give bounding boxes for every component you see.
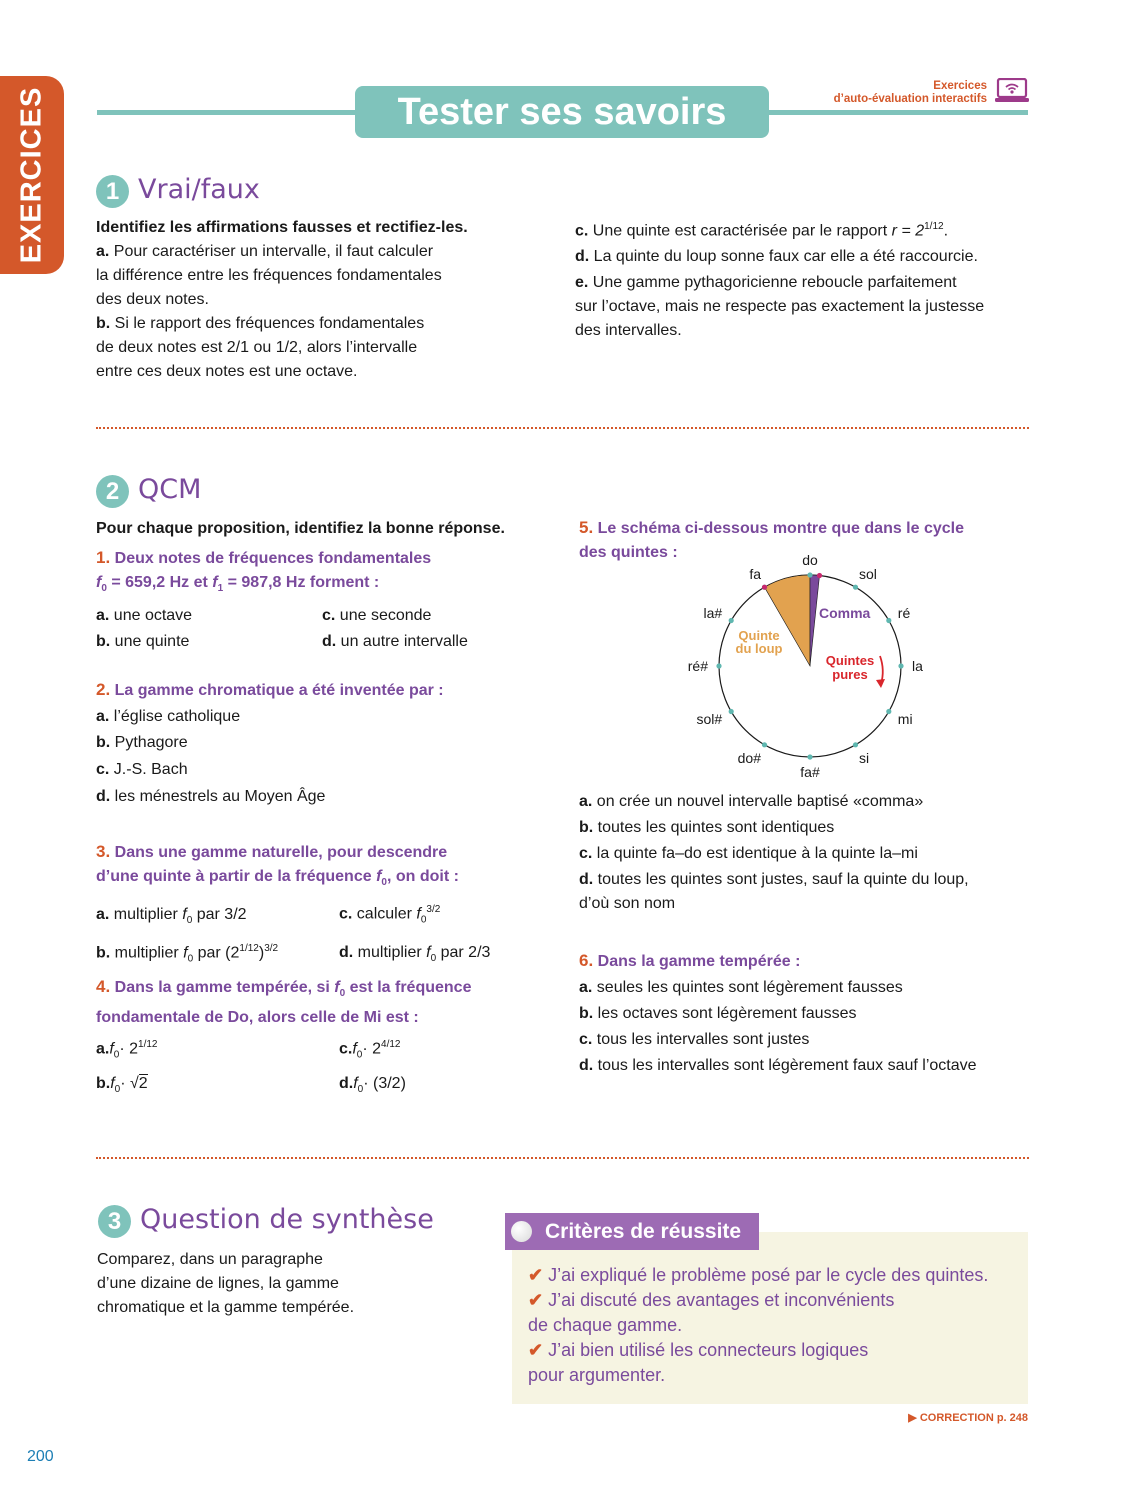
q3-d-f: f <box>426 944 431 962</box>
check-icon: ✔ <box>528 1290 544 1310</box>
q3-option-d[interactable] <box>339 941 490 971</box>
cycle-of-fifths-diagram <box>680 552 960 782</box>
q3-b-exp1: 1/12 <box>239 942 259 954</box>
s1-b-line2: de deux notes est 2/1 ou 1/2, alors l’intervalle <box>96 339 418 356</box>
note-label-do: do <box>802 552 818 568</box>
q2-option-b[interactable] <box>96 731 566 755</box>
q1-option-b[interactable] <box>96 630 322 654</box>
q4-c-f: f <box>352 1040 357 1058</box>
q1-d-label: d. <box>322 633 337 651</box>
side-tab-label: EXERCICES <box>15 86 48 264</box>
q3-b-end2: ) <box>258 944 265 962</box>
q4-f: f <box>334 979 340 996</box>
s2-instruction: Pour chaque proposition, identifiez la bonne réponse. <box>96 520 505 537</box>
q4-a-exp: 1/12 <box>138 1039 158 1051</box>
q2-num: 2. <box>96 680 111 699</box>
q3-f-sub: 0 <box>381 877 387 889</box>
criterion-3-text-2: pour argumenter. <box>528 1365 666 1385</box>
q1-row-1 <box>96 604 566 628</box>
triangle-right-icon: ▶ <box>908 1412 917 1424</box>
note-label-la#: la# <box>703 605 723 621</box>
pure-arrow-head <box>876 679 885 688</box>
note-label-la: la <box>912 658 923 674</box>
q3-b-end: par (2 <box>193 944 240 962</box>
s1-e-line1: Une gamme pythagoricienne reboucle parfaitement <box>592 274 957 292</box>
note-dot-do <box>807 572 812 577</box>
q6 <box>579 949 1029 1078</box>
note-label-sol: sol <box>859 566 877 583</box>
q3-stem-2 <box>96 865 566 895</box>
s1-e-line2: sur l’octave, mais ne respecte pas exactement la justesse <box>575 298 985 316</box>
note-label-do#: do# <box>737 749 761 766</box>
q3-b-label: b. <box>96 944 111 962</box>
q3-option-b[interactable] <box>96 937 339 972</box>
q3-c-text: calculer <box>356 905 417 923</box>
note-dot-mi <box>886 709 891 714</box>
q1-stem-2 <box>96 571 566 601</box>
q1-f0-sub: 0 <box>101 583 107 595</box>
q4-b-sqrt: √ <box>130 1074 139 1092</box>
q5-b-label: b. <box>579 819 594 836</box>
q3-b-exp2: 3/2 <box>264 942 279 954</box>
q2 <box>96 678 566 809</box>
criteria-header <box>505 1213 759 1250</box>
q6-line1: Dans la gamme tempérée : <box>597 953 801 970</box>
q1-num: 1. <box>96 548 111 567</box>
q3-num: 3. <box>96 842 111 861</box>
q1-d-text: un autre intervalle <box>340 633 468 651</box>
q3-d-text: multiplier <box>357 944 427 962</box>
s1-a-line2: la différence entre les fréquences fondamentales <box>96 267 442 284</box>
criterion-2 <box>528 1288 1023 1313</box>
q5-option-d[interactable] <box>579 868 1029 892</box>
exercices-side-tab <box>0 76 64 274</box>
header-line-right <box>768 110 1028 115</box>
s1-instruction: Identifiez les affirmations fausses et rectifiez-les. <box>96 219 468 236</box>
s1-d-text: La quinte du loup sonne faux car elle a été raccourcie. <box>593 248 978 266</box>
pure-label-1: Quintes <box>825 653 875 668</box>
section-2-number: 2 <box>96 475 129 508</box>
s1-a-line1: Pour caractériser un intervalle, il faut calculer <box>113 243 434 260</box>
q6-option-d[interactable] <box>579 1054 1029 1078</box>
q5-d-text: toutes les quintes sont justes, sauf la quinte du loup, <box>597 871 969 888</box>
q4-option-c[interactable] <box>339 1033 401 1068</box>
q3-c-exp: 3/2 <box>426 904 441 916</box>
q1-a-text: une octave <box>113 607 193 625</box>
note-dot-sol# <box>729 709 734 714</box>
pink-marker-1 <box>762 585 767 590</box>
note-dot-la# <box>729 618 734 623</box>
s1-c-text: Une quinte est caractérisée par le rapport <box>592 222 888 240</box>
s1-item-a <box>96 240 566 264</box>
q4-a-f: f <box>109 1040 114 1058</box>
q5-line2: des quintes : <box>579 544 678 561</box>
q3-b-text: multiplier <box>114 944 184 962</box>
q4-d-dot: · (3/2) <box>363 1074 406 1092</box>
q6-d-text: tous les intervalles sont légèrement faux sauf l’octave <box>597 1057 977 1074</box>
q1-mid: = 659,2 Hz et <box>106 574 213 591</box>
q3-b-f: f <box>183 944 188 962</box>
section-1-right <box>575 215 1030 343</box>
q6-d-label: d. <box>579 1057 594 1074</box>
note-dot-do# <box>762 742 767 747</box>
q4-option-d[interactable] <box>339 1072 406 1102</box>
note-dot-la <box>898 663 903 668</box>
q3-f: f <box>376 868 382 885</box>
note-dot-fa# <box>807 754 812 759</box>
q1 <box>96 546 566 654</box>
q4-num: 4. <box>96 977 111 996</box>
criterion-2-text: J’ai discuté des avantages et inconvénients <box>548 1290 895 1310</box>
laptop-wifi-icon[interactable] <box>995 78 1029 104</box>
q6-num: 6. <box>579 951 594 970</box>
q4-line1-end: est la fréquence <box>345 979 472 996</box>
q5-a-label: a. <box>579 793 593 810</box>
q1-stem <box>96 546 566 571</box>
q6-c-text: tous les intervalles sont justes <box>596 1031 810 1048</box>
q1-f1: f <box>212 574 218 591</box>
q4-c-dot: · 2 <box>362 1040 382 1058</box>
q3-a-sub: 0 <box>186 914 193 926</box>
q4-d-label: d. <box>339 1074 354 1092</box>
q3-line1: Dans une gamme naturelle, pour descendre <box>114 844 448 861</box>
criteria-title: Critères de réussite <box>545 1220 742 1243</box>
q3 <box>96 840 566 971</box>
s1-c-end: . <box>943 222 949 240</box>
q4-d-sub: 0 <box>357 1083 364 1095</box>
note-dot-si <box>853 742 858 747</box>
q6-option-b[interactable] <box>579 1002 1029 1026</box>
q4-row-1 <box>96 1033 566 1068</box>
q4-b-dot: · <box>120 1074 131 1092</box>
q3-d-label: d. <box>339 944 354 962</box>
check-icon: ✔ <box>528 1265 544 1285</box>
q3-a-end: par 3/2 <box>192 905 247 923</box>
q3-option-c[interactable] <box>339 898 440 933</box>
criterion-1 <box>528 1263 1023 1288</box>
q1-end: = 987,8 Hz forment : <box>223 574 380 591</box>
q1-b-text: une quinte <box>114 633 190 651</box>
q2-b-label: b. <box>96 734 111 751</box>
note-label-fa#: fa# <box>800 764 820 780</box>
s3-line1: Comparez, dans un paragraphe <box>97 1251 323 1268</box>
note-dot-ré# <box>716 663 721 668</box>
q5-options <box>579 790 1029 916</box>
q3-line2-end: , on doit : <box>386 868 459 885</box>
s1-c-formula: r = 2 <box>891 222 925 240</box>
correction-link[interactable] <box>908 1411 1028 1424</box>
q1-option-c[interactable] <box>322 604 431 628</box>
q5-c-label: c. <box>579 845 593 862</box>
criterion-1-text: J’ai expliqué le problème posé par le cycle des quintes. <box>548 1265 989 1285</box>
page-number: 200 <box>27 1448 54 1465</box>
q3-d-sub: 0 <box>430 953 437 965</box>
pure-label-2: pures <box>832 667 868 682</box>
q5-num: 5. <box>579 518 594 537</box>
q6-b-text: les octaves sont légèrement fausses <box>597 1005 857 1022</box>
q4-b-label: b. <box>96 1074 111 1092</box>
q2-option-d[interactable] <box>96 785 566 809</box>
q3-c-label: c. <box>339 905 353 923</box>
q3-row-1 <box>96 898 566 933</box>
q4-b-f: f <box>110 1074 115 1092</box>
q1-c-label: c. <box>322 607 336 625</box>
s1-c-exp: 1/12 <box>924 221 944 232</box>
q2-d-label: d. <box>96 788 111 805</box>
q4-line1-start: Dans la gamme tempérée, si <box>114 979 335 996</box>
q3-stem <box>96 840 566 865</box>
note-label-ré#: ré# <box>687 658 708 674</box>
q1-row-2 <box>96 630 566 654</box>
note-dot-sol <box>853 585 858 590</box>
section-1-number: 1 <box>96 175 129 208</box>
comma-label: Comma <box>819 605 871 621</box>
q3-row-2 <box>96 937 566 972</box>
q5-option-b[interactable] <box>579 816 1029 840</box>
q5-d-label: d. <box>579 871 594 888</box>
q1-a-label: a. <box>96 607 110 625</box>
section-1-title: Vrai/faux <box>138 174 260 205</box>
q4-c-exp: 4/12 <box>381 1039 401 1051</box>
criteria-bullet-icon <box>511 1221 532 1242</box>
note-label-si: si <box>859 749 870 766</box>
s1-item-e <box>575 271 1030 295</box>
q6-c-label: c. <box>579 1031 593 1048</box>
s1-item-d <box>575 245 1030 269</box>
q2-c-label: c. <box>96 761 110 778</box>
s1-item-c <box>575 215 1030 243</box>
q1-b-label: b. <box>96 633 111 651</box>
q4-c-label: c. <box>339 1040 353 1058</box>
interactive-line1: Exercices <box>933 80 987 92</box>
q3-b-sub: 0 <box>187 953 194 965</box>
q3-option-a[interactable] <box>96 903 339 933</box>
s1-a-line3: des deux notes. <box>96 291 209 308</box>
q1-f0: f <box>96 574 102 591</box>
q4-a-sub: 0 <box>113 1049 120 1061</box>
q4-a-dot: · 2 <box>119 1040 139 1058</box>
interactive-exercises-link[interactable] <box>834 80 987 106</box>
q4-c-sub: 0 <box>356 1049 363 1061</box>
pink-marker-0 <box>817 573 822 578</box>
s1-e-line3: des intervalles. <box>575 322 682 340</box>
s1-c-label: c. <box>575 222 589 240</box>
q3-c-f: f <box>416 905 421 923</box>
s1-e-label: e. <box>575 274 589 292</box>
wolf-label-1: Quinte <box>738 628 780 643</box>
s1-d-label: d. <box>575 248 590 266</box>
q4-d-f: f <box>353 1074 358 1092</box>
section-3-title: Question de synthèse <box>140 1204 434 1235</box>
criterion-3 <box>528 1338 1023 1363</box>
criterion-3-text: J’ai bien utilisé les connecteurs logiques <box>548 1340 869 1360</box>
q5-option-c[interactable] <box>579 842 1029 866</box>
q4-b-rad: 2 <box>138 1074 148 1092</box>
section-3-number: 3 <box>98 1205 131 1238</box>
q5-d-text-2: d’où son nom <box>579 895 676 912</box>
s1-b-line3: entre ces deux notes est une octave. <box>96 363 358 380</box>
q4-option-a[interactable] <box>96 1033 339 1068</box>
criteria-list <box>528 1263 1023 1388</box>
q2-option-c[interactable] <box>96 758 566 782</box>
q4-line2: fondamentale de Do, alors celle de Mi est : <box>96 1009 419 1027</box>
q3-c-sub: 0 <box>420 914 427 926</box>
note-label-fa: fa <box>749 566 761 583</box>
page-title: Tester ses savoirs <box>355 86 769 138</box>
section-2-title: QCM <box>138 474 202 505</box>
q5-stem-1 <box>579 516 1029 541</box>
criterion-2-text-2: de chaque gamme. <box>528 1315 683 1335</box>
q6-option-c[interactable] <box>579 1028 1029 1052</box>
q3-d-end: par 2/3 <box>436 944 491 962</box>
q5-b-text: toutes les quintes sont identiques <box>597 819 835 836</box>
q2-b-text: Pythagore <box>114 734 188 751</box>
s3-line2: d’une dizaine de lignes, la gamme <box>97 1275 339 1292</box>
q2-option-a[interactable] <box>96 705 566 729</box>
q5-line1: Le schéma ci-dessous montre que dans le cycle <box>597 520 965 537</box>
q3-a-label: a. <box>96 905 110 923</box>
q6-b-label: b. <box>579 1005 594 1022</box>
s1-b-label: b. <box>96 315 111 332</box>
q2-a-label: a. <box>96 708 110 725</box>
section-1-left <box>96 216 566 384</box>
q2-c-text: J.-S. Bach <box>113 761 188 778</box>
q3-line2-start: d’une quinte à partir de la fréquence <box>96 868 377 885</box>
correction-text: CORRECTION p. 248 <box>919 1412 1028 1424</box>
note-label-ré: ré <box>897 605 911 621</box>
header-line-left <box>97 110 357 115</box>
q4-stem <box>96 975 566 1006</box>
s1-b-line1: Si le rapport des fréquences fondamentales <box>114 315 425 332</box>
s3-line3: chromatique et la gamme tempérée. <box>97 1299 355 1316</box>
q4-row-2 <box>96 1072 566 1102</box>
interactive-line2: d’auto-évaluation interactifs <box>833 93 987 105</box>
q3-a-f: f <box>182 905 187 923</box>
q2-d-text: les ménestrels au Moyen Âge <box>114 788 326 805</box>
q1-line1: Deux notes de fréquences fondamentales <box>114 550 432 567</box>
q4-option-b[interactable] <box>96 1072 339 1102</box>
q4-f-sub: 0 <box>339 988 346 1000</box>
q5-option-a[interactable] <box>579 790 1029 814</box>
q1-c-text: une seconde <box>339 607 432 625</box>
q2-stem <box>96 678 566 703</box>
wolf-label-2: du loup <box>735 641 783 656</box>
q4-b-sub: 0 <box>114 1083 121 1095</box>
divider-2 <box>96 1157 1029 1159</box>
q6-a-label: a. <box>579 979 593 996</box>
q6-option-a[interactable] <box>579 976 1029 1000</box>
q6-stem <box>579 949 1029 974</box>
q1-option-a[interactable] <box>96 604 322 628</box>
s1-item-b <box>96 312 566 336</box>
q3-a-text: multiplier <box>113 905 183 923</box>
q5-c-text: la quinte fa–do est identique à la quinte la–mi <box>596 845 918 862</box>
q4 <box>96 975 566 1102</box>
q1-f1-sub: 1 <box>217 583 224 595</box>
q2-line1: La gamme chromatique a été inventée par : <box>114 682 444 699</box>
divider-1 <box>96 427 1029 429</box>
s1-a-label: a. <box>96 243 110 260</box>
q6-a-text: seules les quintes sont légèrement fausses <box>596 979 903 996</box>
note-label-mi: mi <box>897 711 913 727</box>
q5-a-text: on crée un nouvel intervalle baptisé «comma» <box>596 793 924 810</box>
q4-a-label: a. <box>96 1040 110 1058</box>
q1-option-d[interactable] <box>322 630 468 654</box>
note-label-sol#: sol# <box>696 711 723 727</box>
note-dot-ré <box>886 618 891 623</box>
s3-prompt <box>97 1248 497 1320</box>
check-icon: ✔ <box>528 1340 544 1360</box>
q2-a-text: l’église catholique <box>113 708 241 725</box>
